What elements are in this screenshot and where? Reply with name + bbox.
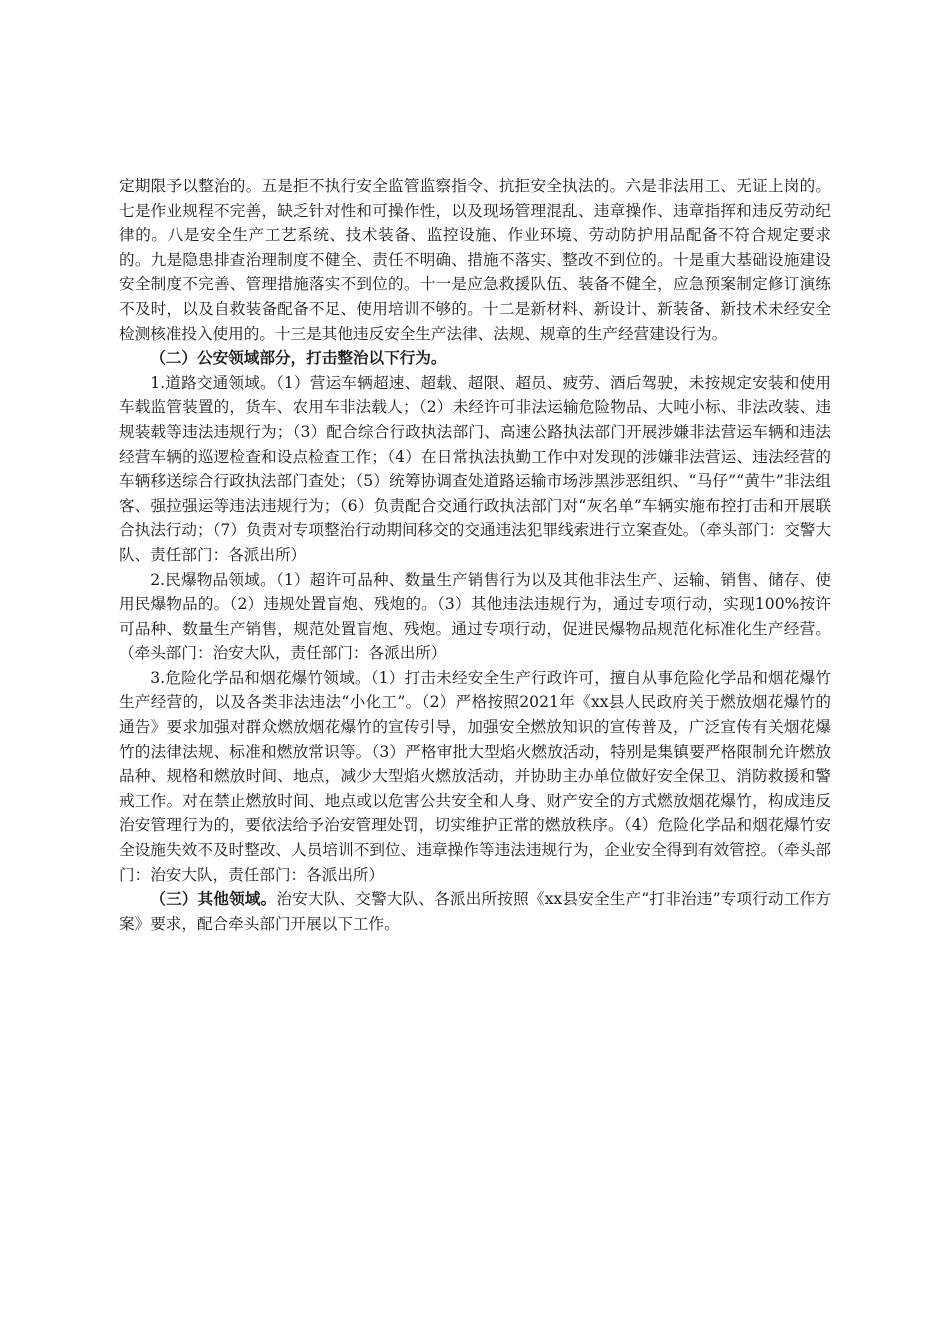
- paragraph-continued-list: [119, 174, 831, 346]
- paragraph-civil-explosives: [119, 568, 831, 666]
- section-heading-text: （二）公安领域部分，打击整治以下行为。: [150, 348, 447, 368]
- paragraph-text: 3.危险化学品和烟花爆竹领域。（1）打击未经安全生产行政许可，擅自从事危险化学品和烟花爆竹生产经营的，以及各类非法违法“小化工”。（2）严格按照2021年《xx县人民政府关于燃放烟花爆竹的通告》要求加强对群众燃放烟花爆竹的宣传引导，加强安全燃放知识的宣传普及，广泛宣传有关烟花爆竹的法律法规、标准和燃放常识等。（3）严格审批大型焰火燃放活动，特别是集镇要严格限制允许燃放品种、规格和燃放时间、地点，减少大型焰火燃放活动，并协助主办单位做好安全保卫、消防救援和警戒工作。对在禁止燃放时间、地点或以危害公共安全和人身、财产安全的方式燃放烟花爆竹，构成违反治安管理行为的，要依法给予治安管理处罚，切实维护正常的燃放秩序。（4）危险化学品和烟花爆竹安全设施失效不及时整改、人员培训不到位、违章操作等违法违规行为，企业安全得到有效管控。（牵头部门：治安大队，责任部门：各派出所）: [119, 668, 831, 884]
- paragraph-text: 治安大队、交警大队、各派出所按照《xx县安全生产“打非治违”专项行动工作方案》要求，配合牵头部门开展以下工作。: [119, 890, 831, 933]
- paragraph-other-fields: [119, 887, 831, 936]
- paragraph-road-traffic: [119, 371, 831, 568]
- paragraph-hazardous-chemicals-fireworks: [119, 666, 831, 887]
- paragraph-text: 2.民爆物品领域。（1）超许可品种、数量生产销售行为以及其他非法生产、运输、销售、储存、使用民爆物品的。（2）违规处置盲炮、残炮的。（3）其他违法违规行为，通过专项行动，实现100%按许可品种、数量生产销售，规范处置盲炮、残炮。通过专项行动，促进民爆物品规范化标准化生产经营。（牵头部门：治安大队，责任部门：各派出所）: [119, 570, 831, 663]
- paragraph-text: 1.道路交通领域。（1）营运车辆超速、超载、超限、超员、疲劳、酒后驾驶，未按规定安装和使用车载监管装置的，货车、农用车非法载人；（2）未经许可非法运输危险物品、大吨小标、非法改装、违规装载等违法违规行为；（3）配合综合行政执法部门、高速公路执法部门开展涉嫌非法营运车辆和违法经营车辆的巡逻检查和设点检查工作；（4）在日常执法执勤工作中对发现的涉嫌非法营运、违法经营的车辆移送综合行政执法部门查处；（5）统筹协调查处道路运输市场涉黑涉恶组织、“马仔”“黄牛”非法组客、强拉强运等违法违规行为；（6）负责配合交通行政执法部门对“灰名单”车辆实施布控打击和开展联合执法行动；（7）负责对专项整治行动期间移交的交通违法犯罪线索进行立案查处。（牵头部门：交警大队、责任部门：各派出所）: [119, 373, 831, 564]
- section-heading-text: （三）其他领域。: [150, 889, 277, 909]
- paragraph-text: 定期限予以整治的。五是拒不执行安全监管监察指令、抗拒安全执法的。六是非法用工、无证上岗的。七是作业规程不完善，缺乏针对性和可操作性，以及现场管理混乱、违章操作、违章指挥和违反劳动纪律的。八是安全生产工艺系统、技术装备、监控设施、作业环境、劳动防护用品配备不符合规定要求的。九是隐患排查治理制度不健全、责任不明确、措施不落实、整改不到位的。十是重大基础设施建设安全制度不完善、管理措施落实不到位的。十一是应急救援队伍、装备不健全，应急预案制定修订演练不及时，以及自救装备配备不足、使用培训不够的。十二是新材料、新设计、新装备、新技术未经安全检测核准投入使用的。十三是其他违反安全生产法律、法规、规章的生产经营建设行为。: [119, 177, 831, 343]
- section-heading-public-security: [119, 346, 831, 371]
- document-page: [119, 174, 831, 936]
